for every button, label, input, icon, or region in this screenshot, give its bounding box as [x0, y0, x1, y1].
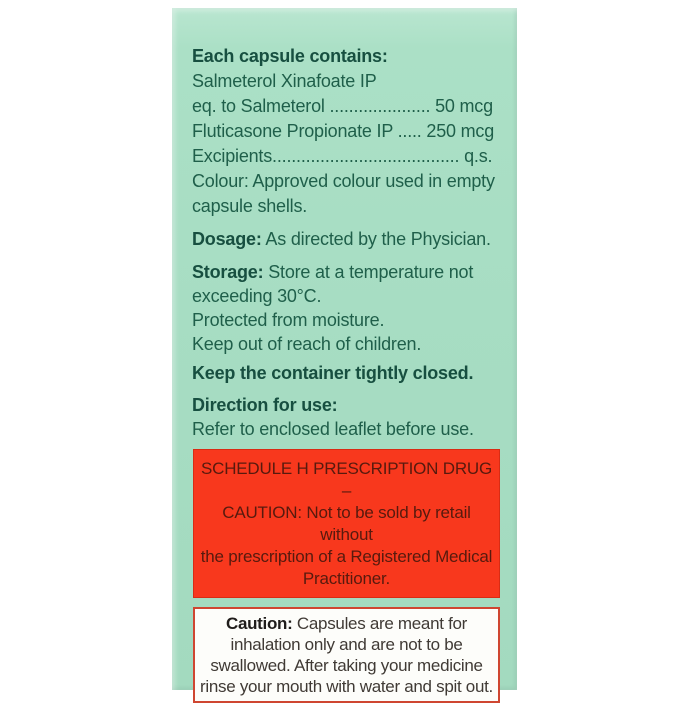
schedule-line3: the prescription of a Registered Medical	[200, 547, 493, 566]
caution-line1	[198, 613, 495, 634]
caution-line4: rinse your mouth with water and spit out.	[200, 677, 493, 696]
composition-section	[192, 44, 505, 219]
storage-line4: Keep out of reach of children.	[192, 334, 422, 354]
container-note: Keep the container tightly closed.	[192, 363, 474, 383]
caution-line3: swallowed. After taking your medicine	[210, 656, 483, 675]
composition-ingredient-salmeterol: Salmeterol Xinafoate IP	[192, 71, 377, 91]
label-content	[172, 8, 517, 703]
dosage-text: As directed by the Physician.	[261, 229, 491, 249]
direction-section	[192, 393, 505, 441]
caution-line1-text: Capsules are meant for	[292, 614, 468, 633]
storage-section	[192, 260, 505, 356]
schedule-line4: Practitioner.	[302, 569, 391, 588]
storage-label: Storage:	[192, 262, 264, 282]
composition-colour-line2: capsule shells.	[192, 196, 308, 216]
dosage-section	[192, 227, 505, 252]
composition-heading: Each capsule contains:	[192, 46, 388, 66]
caution-label: Caution:	[225, 614, 293, 633]
caution-line2: inhalation only and are not to be	[230, 635, 463, 654]
caution-box	[193, 607, 500, 703]
schedule-h-warning-box	[193, 449, 500, 598]
schedule-line2: CAUTION: Not to be sold by retail without	[222, 503, 471, 544]
medicine-box-back-panel	[172, 8, 517, 696]
storage-line3: Protected from moisture.	[192, 310, 385, 330]
composition-excipients: Excipients....................................... q.s.	[192, 146, 493, 166]
storage-text: Store at a temperature not	[263, 262, 474, 282]
storage-line2: exceeding 30°C.	[192, 286, 322, 306]
dosage-label: Dosage:	[192, 229, 262, 249]
composition-colour-line1: Colour: Approved colour used in empty	[192, 171, 495, 191]
composition-fluticasone-strength: Fluticasone Propionate IP ..... 250 mcg	[192, 121, 495, 141]
storage-line1	[192, 260, 505, 284]
composition-salmeterol-strength: eq. to Salmeterol ..................... 50 mcg	[192, 96, 493, 116]
schedule-line1: SCHEDULE H PRESCRIPTION DRUG –	[201, 459, 492, 500]
direction-text: Refer to enclosed leaflet before use.	[192, 419, 474, 439]
direction-heading: Direction for use:	[192, 395, 338, 415]
